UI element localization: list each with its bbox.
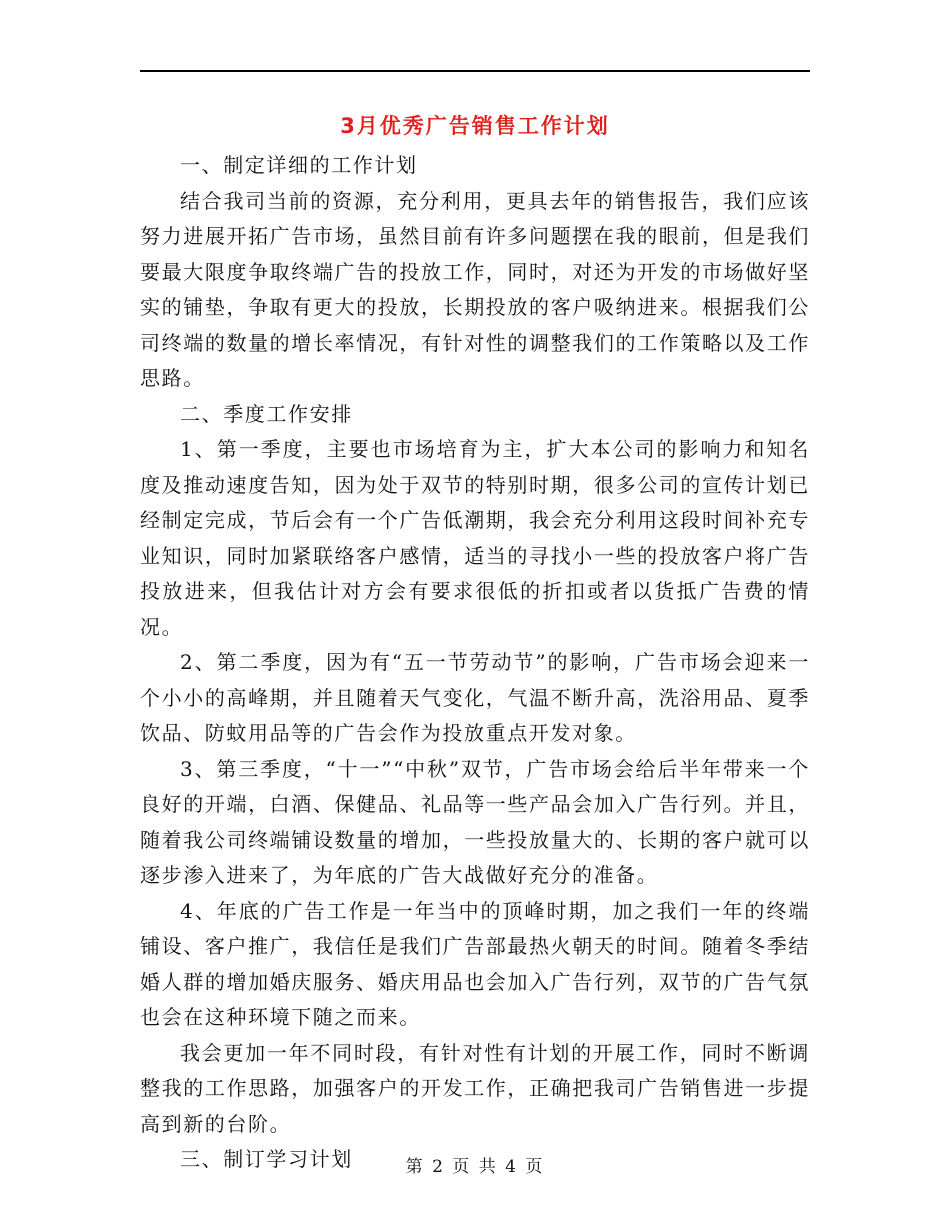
document-title: 3月优秀广告销售工作计划 <box>340 114 610 138</box>
paragraph-q3: 3、第三季度，“十一”“中秋”双节，广告市场会给后半年带来一个良好的开端，白酒、保健品、礼品等一些产品会加入广告行列。并且，随着我公司终端铺设数量的增加，一些投放量大的、长期的客户就可以逐步渗入进来了，为年底的广告大战做好充分的准备。 <box>140 756 810 887</box>
paragraph-intro: 结合我司当前的资源，充分利用，更具去年的销售报告，我们应该努力进展开拓广告市场，虽然目前有许多问题摆在我的眼前，但是我们要最大限度争取终端广告的投放工作，同时，对还为开发的市场做好坚实的铺垫，争取有更大的投放，长期投放的客户吸纳进来。根据我们公司终端的数量的增长率情况，有针对性的调整我们的工作策略以及工作思路。 <box>140 188 810 390</box>
document-body <box>140 148 810 1178</box>
section-heading-1: 一、制定详细的工作计划 <box>180 153 418 177</box>
section-heading-2: 二、季度工作安排 <box>180 401 353 426</box>
header-rule <box>140 70 810 72</box>
paragraph-summary: 我会更加一年不同时段，有针对性有计划的开展工作，同时不断调整我的工作思路，加强客户的开发工作，正确把我司广告销售进一步提高到新的台阶。 <box>140 1040 810 1136</box>
page-number: 第 2 页 共 4 页 <box>405 1157 545 1177</box>
paragraph-q1: 1、第一季度，主要也市场培育为主，扩大本公司的影响力和知名度及推动速度告知，因为处于双节的特别时期，很多公司的宣传计划已经制定完成，节后会有一个广告低潮期，我会充分利用这段时间补充专业知识，同时加紧联络客户感情，适当的寻找小一些的投放客户将广告投放进来，但我估计对方会有要求很低的折扣或者以货抵广告费的情况。 <box>140 437 810 639</box>
paragraph-q2: 2、第二季度，因为有“五一节劳动节”的影响，广告市场会迎来一个小小的高峰期，并且随着天气变化，气温不断升高，洗浴用品、夏季饮品、防蚊用品等的广告会作为投放重点开发对象。 <box>140 650 810 745</box>
section-heading-3: 三、制订学习计划 <box>180 1147 353 1171</box>
paragraph-q4: 4、年底的广告工作是一年当中的顶峰时期，加之我们一年的终端铺设、客户推广，我信任是我们广告部最热火朝天的时间。随着冬季结婚人群的增加婚庆服务、婚庆用品也会加入广告行列，双节的广告气氛也会在这种环境下随之而来。 <box>140 898 810 1029</box>
